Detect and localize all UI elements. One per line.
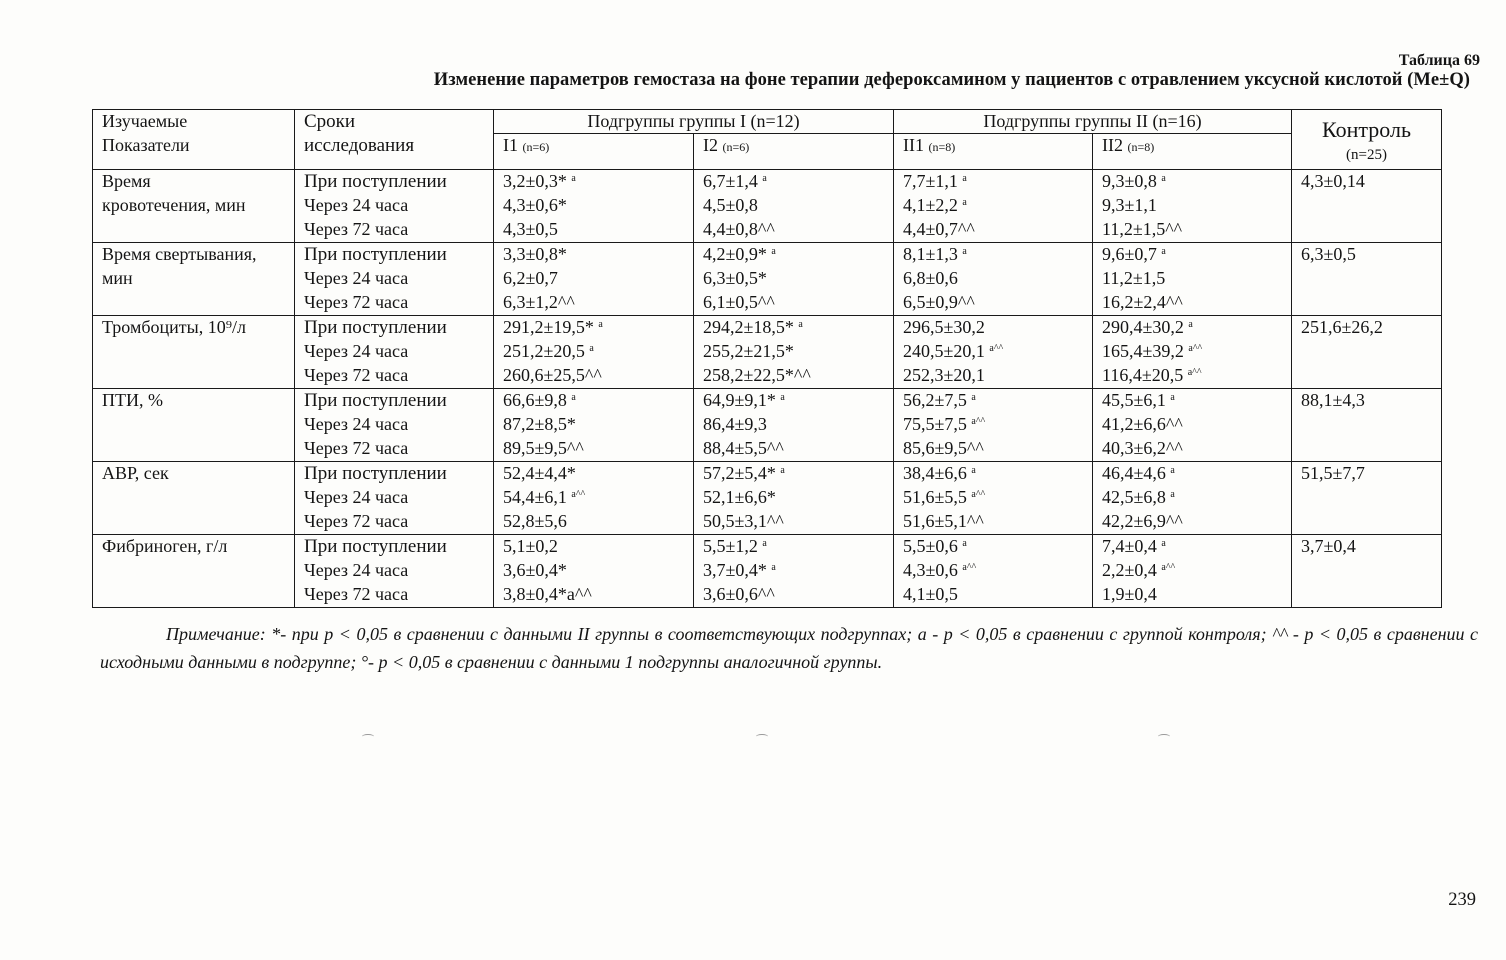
- value-line: 7,7±1,1 $^а$: [903, 171, 967, 191]
- value-line: 4,3±0,6 $^{а\^{}\^{}}$: [903, 560, 977, 580]
- timepoints-cell: При поступлении Через 24 часа Через 72 часа: [295, 389, 494, 462]
- control-cell: 3,7±0,4: [1292, 535, 1442, 608]
- significance-mark: а: [962, 538, 967, 549]
- significance-mark: а: [771, 562, 776, 573]
- table-label: Таблица 69: [1398, 52, 1480, 69]
- value-cell-ii2: [1093, 170, 1292, 243]
- control-cell: 251,6±26,2: [1292, 316, 1442, 389]
- significance-mark: а^^: [571, 489, 586, 500]
- value-line: 9,3±1,1: [1102, 195, 1157, 215]
- timepoints-cell: При поступлении Через 24 часа Через 72 часа: [295, 243, 494, 316]
- value-line: 41,2±6,6^^: [1102, 414, 1183, 434]
- significance-mark: а: [962, 197, 967, 208]
- significance-mark: а: [1170, 465, 1175, 476]
- value-line: 3,6±0,6^^: [703, 584, 775, 604]
- value-line: 6,5±0,9^^: [903, 292, 975, 312]
- significance-mark: а: [771, 246, 776, 257]
- value-cell-i1: [494, 389, 694, 462]
- significance-mark: а: [571, 173, 576, 184]
- value-line: 4,5±0,8: [703, 195, 758, 215]
- value-cell-i2: [694, 316, 894, 389]
- value-line: 66,6±9,8 $^а$: [503, 390, 576, 410]
- value-cell-ii1: [894, 535, 1093, 608]
- indicator-cell: Тромбоциты, 10⁹/л: [93, 316, 295, 389]
- value-line: 87,2±8,5*: [503, 414, 576, 434]
- value-cell-ii2: [1093, 462, 1292, 535]
- scan-smudge: [362, 734, 374, 738]
- group2-header: Подгруппы группы II (n=16): [894, 110, 1292, 134]
- table-title: Изменение параметров гемостаза на фоне терапии дефероксамином у пациентов с отравлением уксусной кислотой (Me±Q): [433, 70, 1470, 90]
- timepoints-cell: При поступлении Через 24 часа Через 72 часа: [295, 462, 494, 535]
- value-line: 11,2±1,5: [1102, 268, 1166, 288]
- value-line: 3,3±0,8*: [503, 244, 567, 264]
- control-cell: 88,1±4,3: [1292, 389, 1442, 462]
- value-cell-i2: [694, 170, 894, 243]
- significance-mark: а: [780, 392, 785, 403]
- value-line: 5,5±1,2 $^а$: [703, 536, 767, 556]
- value-line: 2,2±0,4 $^{а\^{}\^{}}$: [1102, 560, 1176, 580]
- value-line: 3,7±0,4* $^а$: [703, 560, 776, 580]
- subgroup-ii1-header: II1 (n=8): [894, 134, 1093, 170]
- value-line: 56,2±7,5 $^а$: [903, 390, 976, 410]
- significance-mark: а: [762, 538, 767, 549]
- value-line: 5,5±0,6 $^а$: [903, 536, 967, 556]
- value-cell-ii1: [894, 316, 1093, 389]
- significance-mark: а: [571, 392, 576, 403]
- timepoints-cell: При поступлении Через 24 часа Через 72 часа: [295, 170, 494, 243]
- value-line: 6,7±1,4 $^а$: [703, 171, 767, 191]
- value-cell-i1: [494, 535, 694, 608]
- value-cell-i2: [694, 535, 894, 608]
- value-line: 4,3±0,6*: [503, 195, 567, 215]
- hemostasis-table: [92, 109, 1442, 608]
- page-number: 239: [1448, 890, 1476, 910]
- value-line: 40,3±6,2^^: [1102, 438, 1183, 458]
- value-line: 85,6±9,5^^: [903, 438, 984, 458]
- indicator-cell: ПТИ, %: [93, 389, 295, 462]
- significance-mark: а^^: [971, 416, 986, 427]
- significance-mark: а: [962, 246, 967, 257]
- subgroup-i2-header: I2 (n=6): [694, 134, 894, 170]
- group1-header: Подгруппы группы I (n=12): [494, 110, 894, 134]
- value-line: 255,2±21,5*: [703, 341, 794, 361]
- value-cell-i2: [694, 243, 894, 316]
- value-line: 1,9±0,4: [1102, 584, 1157, 604]
- value-line: 52,4±4,4*: [503, 463, 576, 483]
- scan-smudge: [1158, 734, 1170, 738]
- control-cell: 4,3±0,14: [1292, 170, 1442, 243]
- table-row: [93, 462, 1442, 535]
- value-line: 7,4±0,4 $^а$: [1102, 536, 1166, 556]
- control-cell: 6,3±0,5: [1292, 243, 1442, 316]
- value-line: 6,3±0,5*: [703, 268, 767, 288]
- indicators-header: Изучаемые Показатели: [93, 110, 295, 170]
- value-line: 51,6±5,1^^: [903, 511, 984, 531]
- value-line: 116,4±20,5 $^{а\^{}\^{}}$: [1102, 365, 1202, 385]
- timepoints-cell: При поступлении Через 24 часа Через 72 часа: [295, 316, 494, 389]
- value-line: 251,2±20,5 $^а$: [503, 341, 594, 361]
- header-row: [93, 110, 1442, 134]
- value-line: 86,4±9,3: [703, 414, 767, 434]
- significance-mark: а: [1161, 173, 1166, 184]
- value-line: 57,2±5,4* $^а$: [703, 463, 785, 483]
- value-line: 42,5±6,8 $^а$: [1102, 487, 1175, 507]
- value-line: 6,2±0,7: [503, 268, 558, 288]
- indicator-cell: АВР, сек: [93, 462, 295, 535]
- value-cell-i2: [694, 462, 894, 535]
- table-row: [93, 243, 1442, 316]
- significance-mark: а: [971, 392, 976, 403]
- value-line: 50,5±3,1^^: [703, 511, 784, 531]
- control-cell: 51,5±7,7: [1292, 462, 1442, 535]
- significance-mark: а: [762, 173, 767, 184]
- value-line: 4,3±0,5: [503, 219, 558, 239]
- value-line: 64,9±9,1* $^а$: [703, 390, 785, 410]
- subgroup-i1-header: I1 (n=6): [494, 134, 694, 170]
- value-line: 294,2±18,5* $^а$: [703, 317, 803, 337]
- table-row: [93, 170, 1442, 243]
- value-line: 240,5±20,1 $^{а\^{}\^{}}$: [903, 341, 1004, 361]
- value-cell-ii1: [894, 462, 1093, 535]
- value-line: 89,5±9,5^^: [503, 438, 584, 458]
- value-cell-i1: [494, 243, 694, 316]
- significance-mark: а: [962, 173, 967, 184]
- significance-mark: а: [598, 319, 603, 330]
- significance-mark: а: [971, 465, 976, 476]
- significance-mark: а^^: [989, 343, 1004, 354]
- significance-mark: а^^: [1188, 343, 1203, 354]
- value-line: 46,4±4,6 $^а$: [1102, 463, 1175, 483]
- value-line: 6,8±0,6: [903, 268, 958, 288]
- value-cell-i2: [694, 389, 894, 462]
- value-line: 252,3±20,1: [903, 365, 985, 385]
- value-line: 4,4±0,8^^: [703, 219, 775, 239]
- value-line: 3,6±0,4*: [503, 560, 567, 580]
- value-cell-ii2: [1093, 535, 1292, 608]
- value-cell-ii1: [894, 389, 1093, 462]
- value-line: 88,4±5,5^^: [703, 438, 784, 458]
- value-line: 9,3±0,8 $^а$: [1102, 171, 1166, 191]
- value-cell-i1: [494, 316, 694, 389]
- value-line: 165,4±39,2 $^{а\^{}\^{}}$: [1102, 341, 1203, 361]
- value-line: 8,1±1,3 $^а$: [903, 244, 967, 264]
- significance-mark: а^^: [1161, 562, 1176, 573]
- significance-mark: а: [1161, 538, 1166, 549]
- value-line: 51,6±5,5 $^{а\^{}\^{}}$: [903, 487, 986, 507]
- value-line: 5,1±0,2: [503, 536, 558, 556]
- value-line: 260,6±25,5^^: [503, 365, 602, 385]
- indicator-cell: Время кровотечения, мин: [93, 170, 295, 243]
- value-line: 75,5±7,5 $^{а\^{}\^{}}$: [903, 414, 986, 434]
- value-line: 4,1±2,2 $^а$: [903, 195, 967, 215]
- value-line: 3,8±0,4*а^^: [503, 584, 592, 604]
- value-cell-i1: [494, 462, 694, 535]
- value-line: 52,1±6,6*: [703, 487, 776, 507]
- significance-mark: а^^: [962, 562, 977, 573]
- significance-mark: а: [780, 465, 785, 476]
- value-line: 4,1±0,5: [903, 584, 958, 604]
- value-line: 4,4±0,7^^: [903, 219, 975, 239]
- significance-mark: а^^: [1187, 367, 1202, 378]
- significance-mark: а: [1170, 392, 1175, 403]
- value-line: 4,2±0,9* $^а$: [703, 244, 776, 264]
- table-row: [93, 389, 1442, 462]
- value-cell-i1: [494, 170, 694, 243]
- value-line: 296,5±30,2: [903, 317, 985, 337]
- significance-mark: а: [1170, 489, 1175, 500]
- value-line: 3,2±0,3* $^а$: [503, 171, 576, 191]
- value-line: 290,4±30,2 $^а$: [1102, 317, 1193, 337]
- control-header: Контроль (n=25): [1292, 110, 1442, 170]
- table-note: Примечание: *- при р < 0,05 в сравнении с данными II группы в соответствующих подгруппах; а - р < 0,05 в сравнении с группой контроля; ^^ - р < 0,05 в сравнении с исходными данными в подгруппе; °- р < 0,05 в сравнении с данными 1 подгруппы аналогичной группы.: [100, 624, 1478, 672]
- value-cell-ii2: [1093, 243, 1292, 316]
- significance-mark: а: [798, 319, 803, 330]
- value-line: 16,2±2,4^^: [1102, 292, 1183, 312]
- significance-mark: а: [1188, 319, 1193, 330]
- value-line: 45,5±6,1 $^а$: [1102, 390, 1175, 410]
- value-cell-ii2: [1093, 316, 1292, 389]
- indicator-cell: Время свертывания, мин: [93, 243, 295, 316]
- value-line: 38,4±6,6 $^а$: [903, 463, 976, 483]
- value-line: 6,1±0,5^^: [703, 292, 775, 312]
- significance-mark: а: [589, 343, 594, 354]
- value-line: 52,8±5,6: [503, 511, 567, 531]
- value-line: 42,2±6,9^^: [1102, 511, 1183, 531]
- table-row: [93, 535, 1442, 608]
- value-cell-ii2: [1093, 389, 1292, 462]
- value-cell-ii1: [894, 243, 1093, 316]
- significance-mark: а: [1161, 246, 1166, 257]
- value-line: 6,3±1,2^^: [503, 292, 575, 312]
- value-line: 54,4±6,1 $^{а\^{}\^{}}$: [503, 487, 586, 507]
- subgroup-ii2-header: II2 (n=8): [1093, 134, 1292, 170]
- timepoints-cell: При поступлении Через 24 часа Через 72 часа: [295, 535, 494, 608]
- scan-smudge: [756, 734, 768, 738]
- value-line: 11,2±1,5^^: [1102, 219, 1183, 239]
- indicator-cell: Фибриноген, г/л: [93, 535, 295, 608]
- value-line: 291,2±19,5* $^а$: [503, 317, 603, 337]
- timing-header: Сроки исследования: [295, 110, 494, 170]
- value-line: 9,6±0,7 $^а$: [1102, 244, 1166, 264]
- value-cell-ii1: [894, 170, 1093, 243]
- significance-mark: а^^: [971, 489, 986, 500]
- value-line: 258,2±22,5*^^: [703, 365, 811, 385]
- table-row: [93, 316, 1442, 389]
